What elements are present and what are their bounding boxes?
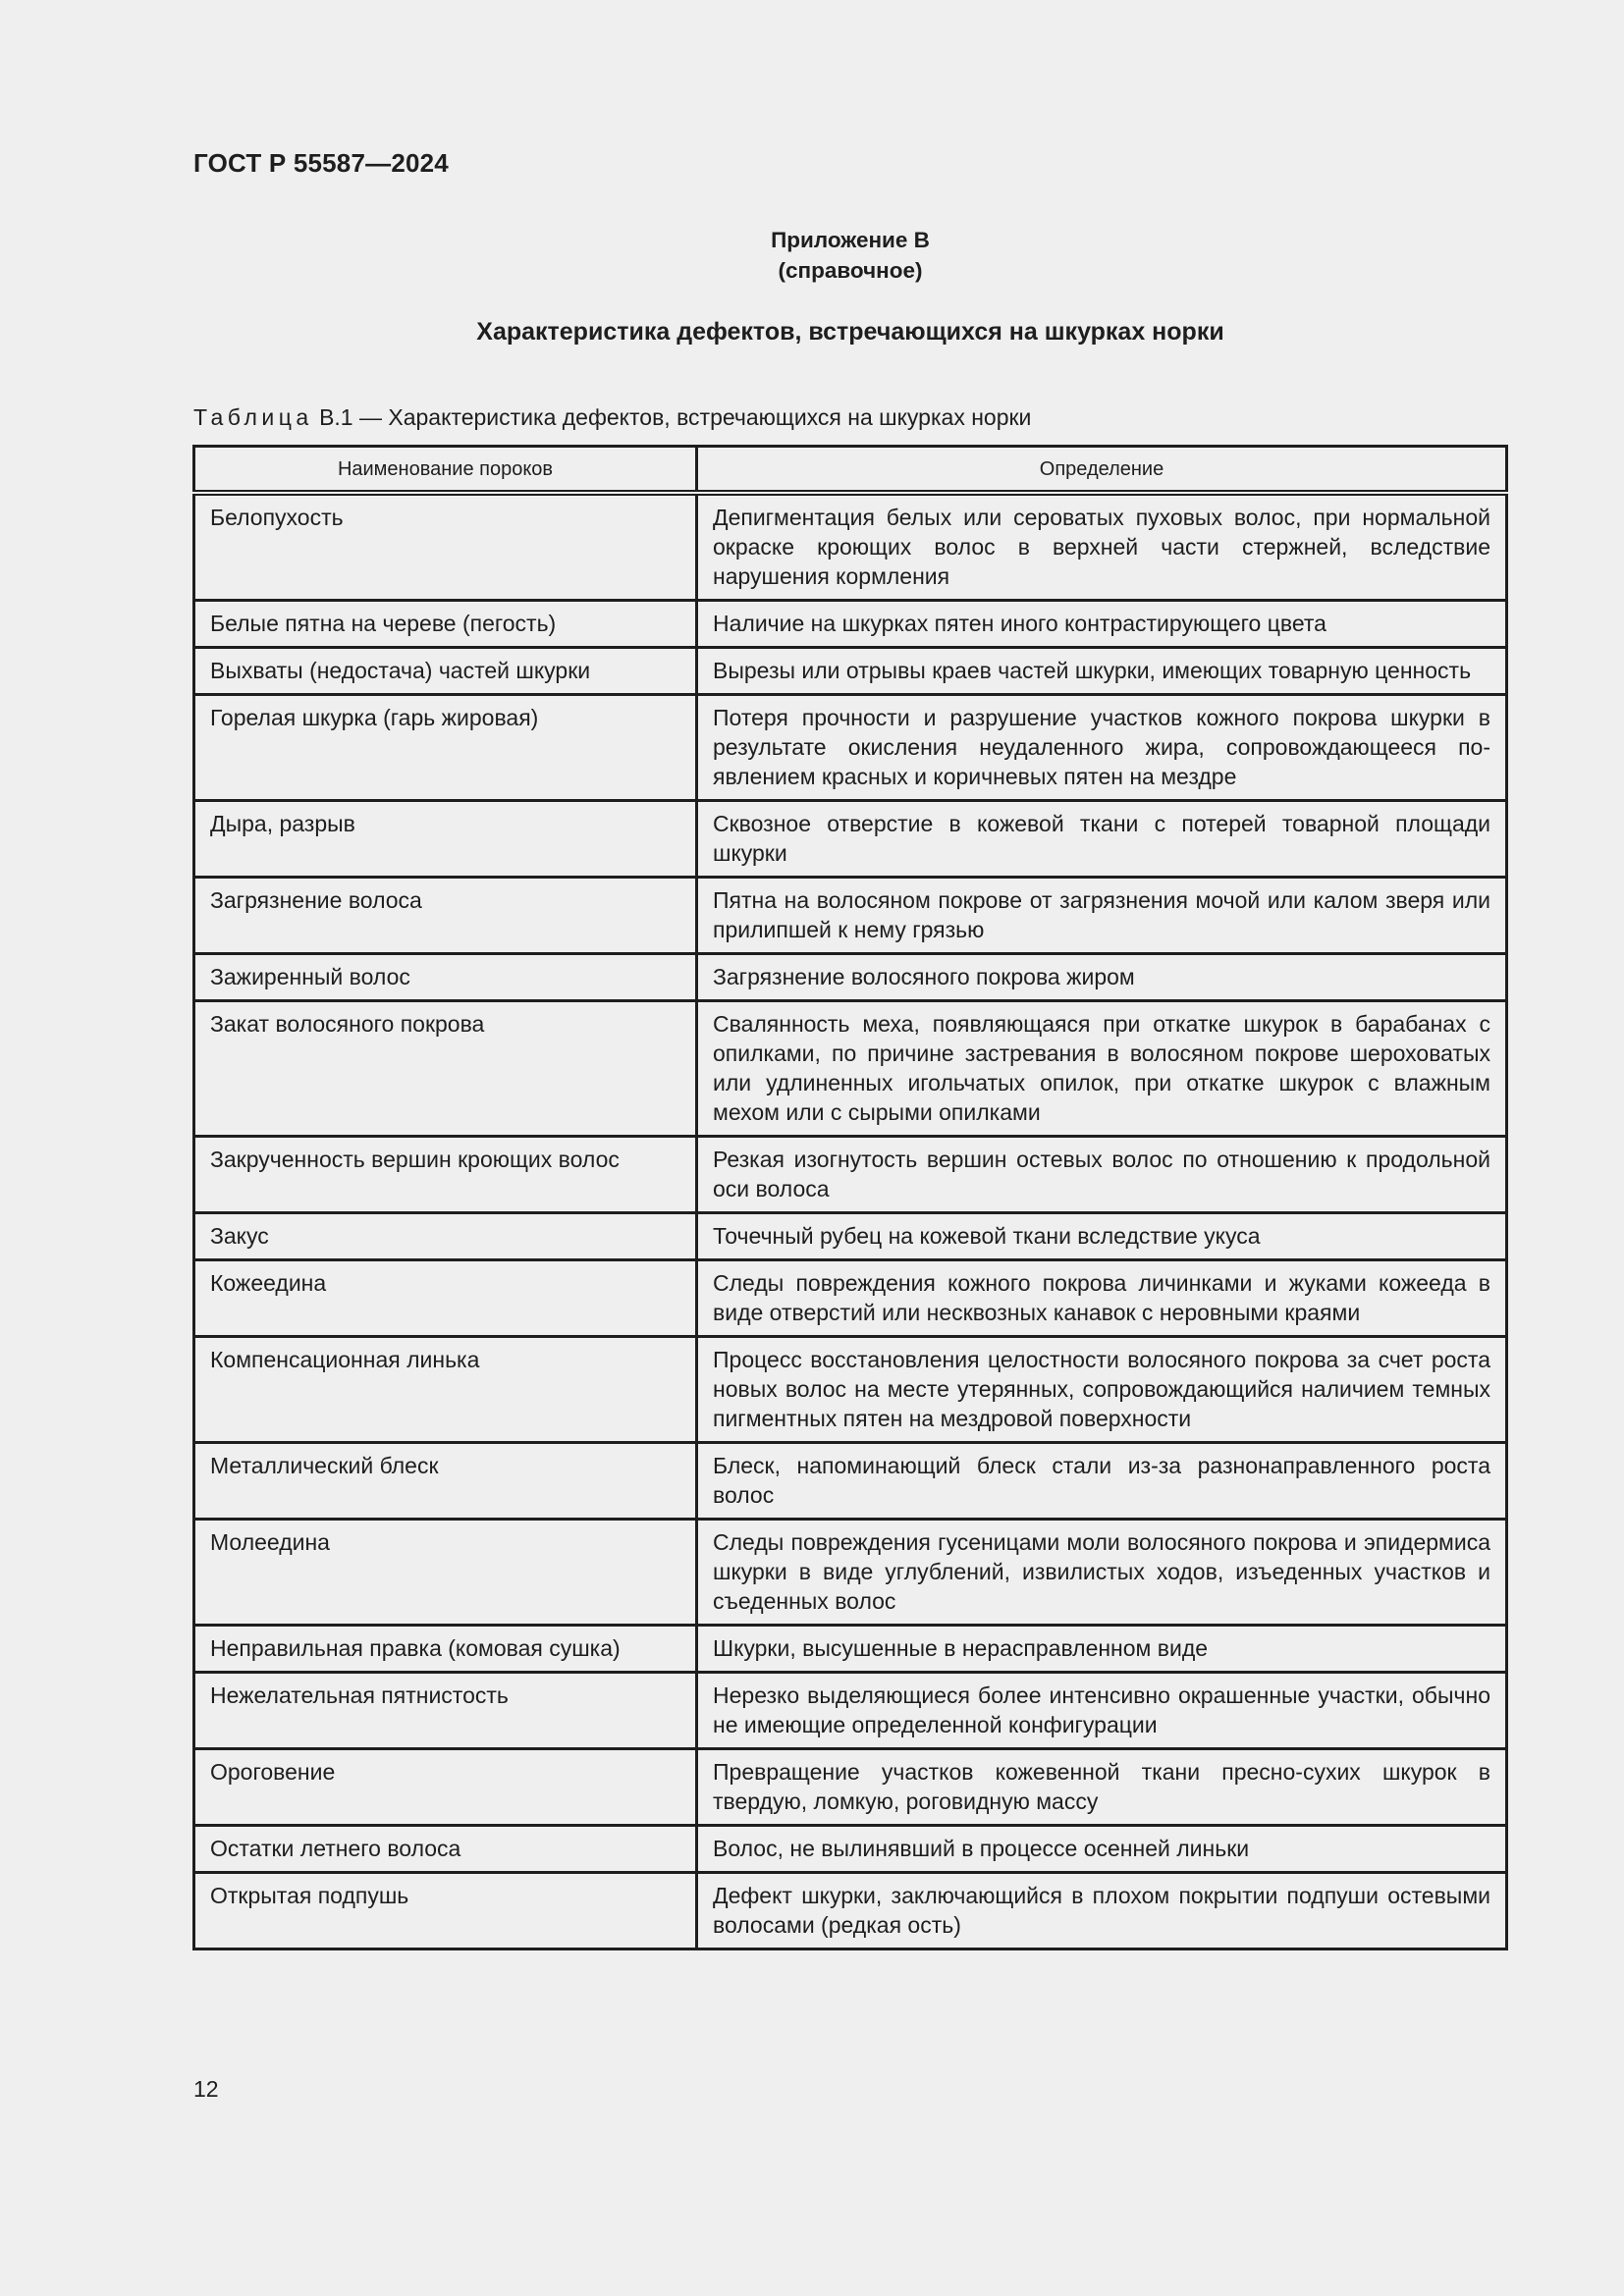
defect-name-cell: Молеедина	[194, 1520, 697, 1626]
defect-name-cell: Белые пятна на череве (пегость)	[194, 601, 697, 648]
defect-definition-cell: Наличие на шкурках пятен иного контрастирующего цвета	[697, 601, 1507, 648]
defect-name-cell: Закус	[194, 1213, 697, 1260]
section-title: Характеристика дефектов, встречающихся на шкурках норки	[476, 318, 1224, 346]
defects-table	[192, 445, 1508, 1950]
table-row	[194, 601, 1507, 648]
defect-definition-cell: Потеря прочности и разрушение участков кожного покрова шкурки в результате окисления неудаленного жира, сопровождающееся появлением красных и коричневых пятен на мездре	[697, 695, 1507, 801]
table-row	[194, 1213, 1507, 1260]
defect-definition-cell: Пятна на волосяном покрове от загрязнения мочой или калом зверя или прилипшей к нему грязью	[697, 878, 1507, 954]
table-row	[194, 493, 1507, 601]
defect-name-cell: Открытая подпушь	[194, 1873, 697, 1949]
defect-name-cell: Выхваты (недостача) частей шкурки	[194, 648, 697, 695]
defect-definition-cell: Точечный рубец на кожевой ткани вследствие укуса	[697, 1213, 1507, 1260]
defect-name-cell: Металлический блеск	[194, 1443, 697, 1520]
table-row	[194, 1337, 1507, 1443]
table-row	[194, 878, 1507, 954]
table-row	[194, 801, 1507, 878]
defect-name-cell: Кожеедина	[194, 1260, 697, 1337]
page-number: 12	[193, 2076, 219, 2102]
table-body	[194, 493, 1507, 1949]
defect-name-cell: Нежелательная пятнистость	[194, 1673, 697, 1749]
defect-definition-cell: Следы повреждения кожного покрова личинками и жуками кожееда в виде отверстий или несквозных канавок с неровными краями	[697, 1260, 1507, 1337]
defect-definition-cell: Превращение участков кожевенной ткани пресно-сухих шкурок в твердую, ломкую, роговидную массу	[697, 1749, 1507, 1826]
column-header-definition: Определение	[697, 447, 1507, 494]
defect-name-cell: Ороговение	[194, 1749, 697, 1826]
appendix-title: Приложение В	[771, 228, 930, 252]
defect-definition-cell: Депигментация белых или сероватых пуховых волос, при нормальной окраске кроющих волос в верхней части стержней, вследствие нарушения кормления	[697, 493, 1507, 601]
appendix-heading	[0, 225, 1624, 286]
defect-name-cell: Компенсационная линька	[194, 1337, 697, 1443]
defect-name-cell: Горелая шкурка (гарь жировая)	[194, 695, 697, 801]
defect-definition-cell: Шкурки, высушенные в нерасправленном виде	[697, 1626, 1507, 1673]
defect-name-cell: Дыра, разрыв	[194, 801, 697, 878]
table-row	[194, 1626, 1507, 1673]
table-row	[194, 1001, 1507, 1137]
defect-name-cell: Белопухость	[194, 493, 697, 601]
defect-definition-cell: Вырезы или отрывы краев частей шкурки, имеющих товарную ценность	[697, 648, 1507, 695]
defect-name-cell: Зажиренный волос	[194, 954, 697, 1001]
table-row	[194, 1520, 1507, 1626]
defect-definition-cell: Сквозное отверстие в кожевой ткани с потерей товарной площади шкурки	[697, 801, 1507, 878]
table-row	[194, 1137, 1507, 1213]
defect-name-cell: Остатки летнего волоса	[194, 1826, 697, 1873]
table-header-row	[194, 447, 1507, 494]
table-row	[194, 1826, 1507, 1873]
defect-definition-cell: Дефект шкурки, заключающийся в плохом покрытии подпуши остевыми волосами (редкая ость)	[697, 1873, 1507, 1949]
column-header-name: Наименование пороков	[194, 447, 697, 494]
table-row	[194, 1260, 1507, 1337]
defect-definition-cell: Свалянность меха, появляющаяся при откатке шкурок в барабанах с опилками, по причине застревания в волосяном покрове шероховатых или удлиненных игольчатых опилок, при откатке шкурок с влажным мехом или с сырыми опилками	[697, 1001, 1507, 1137]
table-row	[194, 954, 1507, 1001]
defect-name-cell: Закрученность вершин кроющих волос	[194, 1137, 697, 1213]
defect-definition-cell: Резкая изогнутость вершин остевых волос по отношению к продольной оси волоса	[697, 1137, 1507, 1213]
table-row	[194, 1749, 1507, 1826]
table-row	[194, 1673, 1507, 1749]
table-row	[194, 648, 1507, 695]
table-caption-text: В.1 — Характеристика дефектов, встречающихся на шкурках норки	[312, 404, 1032, 430]
defect-name-cell: Загрязнение волоса	[194, 878, 697, 954]
table-caption-label: Таблица	[193, 404, 313, 430]
table-row	[194, 695, 1507, 801]
defect-name-cell: Неправильная правка (комовая сушка)	[194, 1626, 697, 1673]
defect-definition-cell: Нерезко выделяющиеся более интенсивно окрашенные участки, обычно не имеющие определенной конфигурации	[697, 1673, 1507, 1749]
defect-definition-cell: Блеск, напоминающий блеск стали из-за разнонаправленного роста волос	[697, 1443, 1507, 1520]
appendix-subtitle: (справочное)	[778, 258, 923, 283]
defect-definition-cell: Следы повреждения гусеницами моли волосяного покрова и эпидермиса шкурки в виде углублений, извилистых ходов, изъеденных участков и съеденных волос	[697, 1520, 1507, 1626]
defect-name-cell: Закат волосяного покрова	[194, 1001, 697, 1137]
table-row	[194, 1443, 1507, 1520]
document-code: ГОСТ Р 55587—2024	[193, 148, 449, 178]
defect-definition-cell: Загрязнение волосяного покрова жиром	[697, 954, 1507, 1001]
defect-definition-cell: Процесс восстановления целостности волосяного покрова за счет роста новых волос на месте утерянных, сопровождающийся наличием темных пигментных пятен на мездровой поверхности	[697, 1337, 1507, 1443]
defect-definition-cell: Волос, не вылинявший в процессе осенней линьки	[697, 1826, 1507, 1873]
table-row	[194, 1873, 1507, 1949]
table-caption	[193, 404, 1031, 431]
